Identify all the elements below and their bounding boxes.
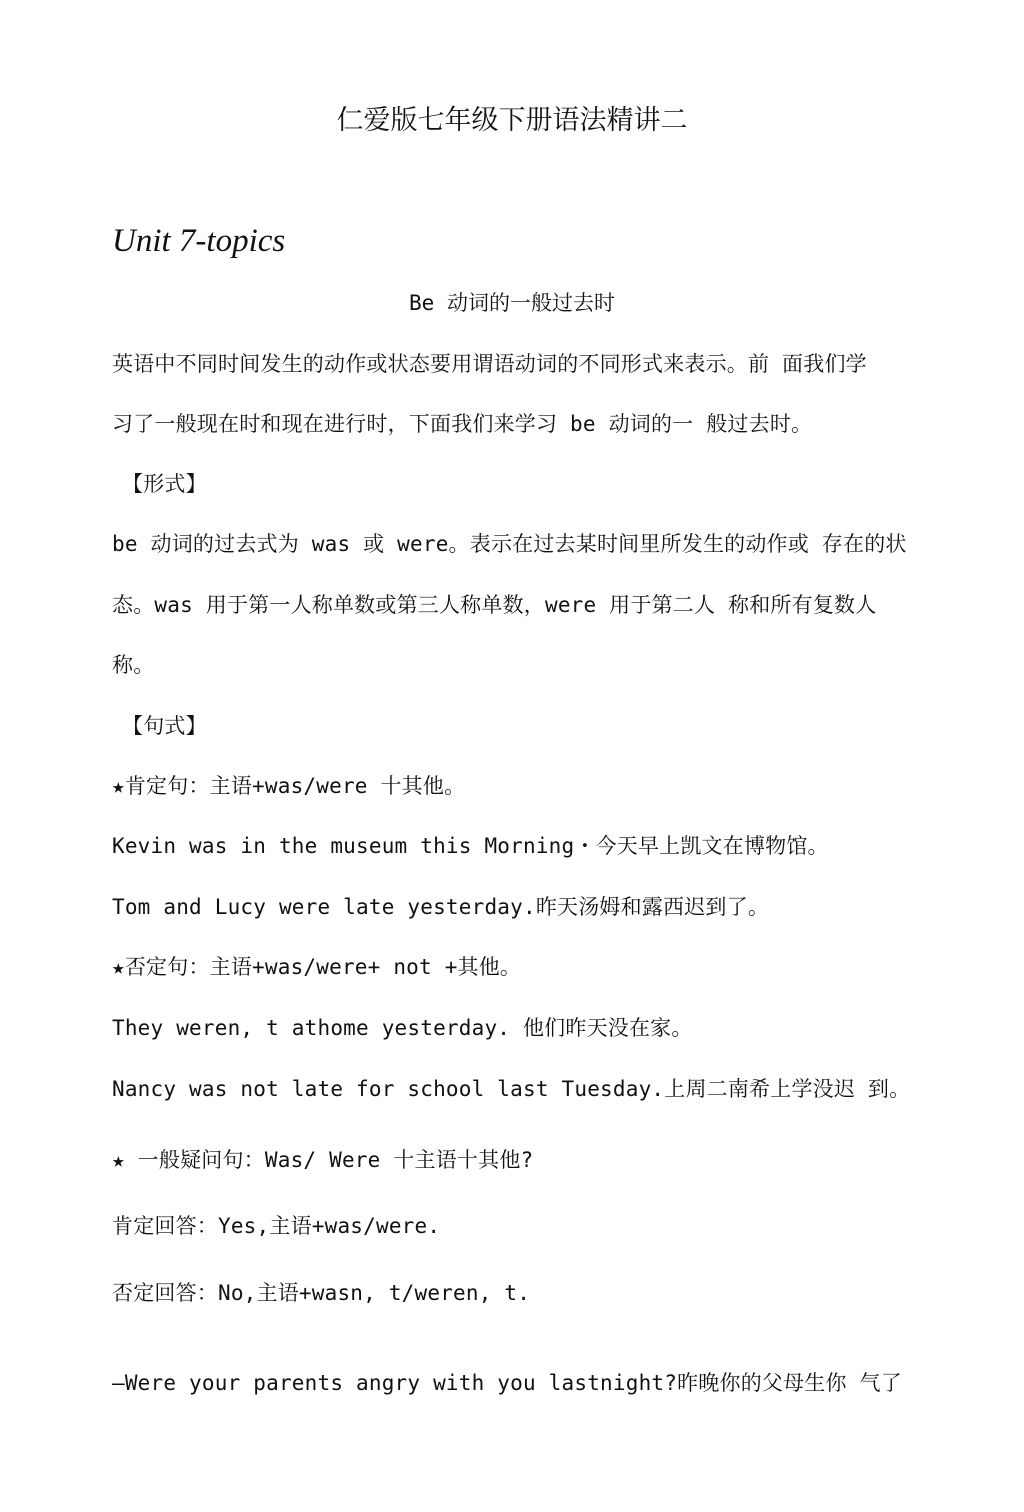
unit-heading: Unit 7-topics xyxy=(112,223,286,259)
document-title: 仁爱版七年级下册语法精讲二 xyxy=(336,105,688,136)
affirmative-example-2: Tom and Lucy were late yesterday.昨天汤姆和露西迟到了。 xyxy=(112,895,770,919)
negative-example-2: Nancy was not late for school last Tuesday.上周二南希上学没迟 到。 xyxy=(112,1077,911,1101)
affirmative-example-1: Kevin was in the museum this Morning・今天早上凯文在博物馆。 xyxy=(112,834,829,858)
form-paragraph-line-3: 称。 xyxy=(112,653,155,677)
form-paragraph-line-1: be 动词的过去式为 was 或 were。表示在过去某时间里所发生的动作或 存在的状 xyxy=(112,532,907,556)
pattern-label: 【句式】 xyxy=(122,714,207,738)
intro-paragraph-line-2: 习了一般现在时和现在进行时，下面我们来学习 be 动词的一 般过去时。 xyxy=(112,412,813,436)
question-example-1: —Were your parents angry with you lastnight?昨晚你的父母生你 气了 xyxy=(112,1371,902,1395)
question-rule: ★ 一般疑问句：Was/ Were 十主语十其他? xyxy=(112,1148,534,1172)
intro-paragraph-line-1: 英语中不同时间发生的动作或状态要用谓语动词的不同形式来表示。前 面我们学 xyxy=(112,352,867,376)
positive-answer: 肯定回答：Yes,主语+was/were. xyxy=(112,1214,441,1238)
form-paragraph-line-2: 态。was 用于第一人称单数或第三人称单数，were 用于第二人 称和所有复数人 xyxy=(112,593,877,617)
section-heading: Be 动词的一般过去时 xyxy=(409,291,615,315)
negative-rule: ★否定句：主语+was/were+ not +其他。 xyxy=(112,955,522,979)
form-label: 【形式】 xyxy=(122,472,207,496)
negative-example-1: They weren, t athome yesterday. 他们昨天没在家。 xyxy=(112,1016,693,1040)
affirmative-rule: ★肯定句：主语+was/were 十其他。 xyxy=(112,774,466,798)
negative-answer: 否定回答：No,主语+wasn, t/weren, t. xyxy=(112,1281,531,1305)
